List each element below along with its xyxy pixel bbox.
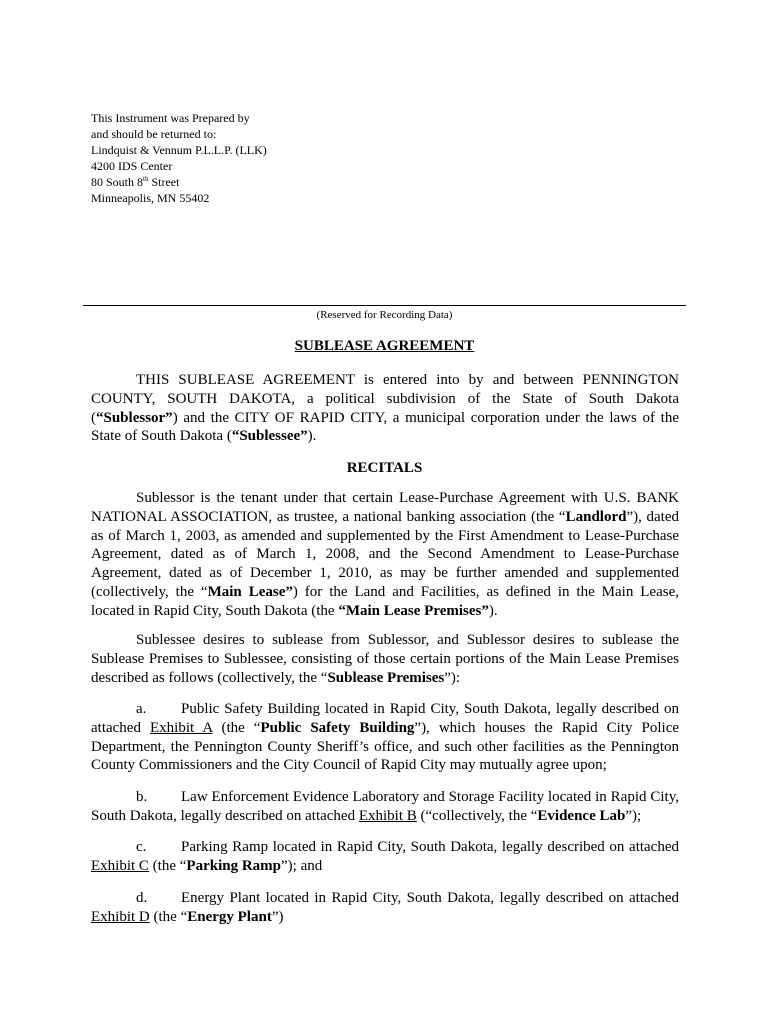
text-run: ”), dated as of March 1, 2003, as amended and supplemented by the First Amendment to Lease-Purchase Agreement, dated as of March 1, 2008, and the Second Amendment to Lease-Purchase Agreement, dated as of December 1, 2010, as may be further amended and supplemented (collectively, the “: [91, 508, 679, 600]
recital-paragraph: [91, 631, 679, 687]
exhibit-reference: Exhibit D: [91, 908, 150, 925]
text-run: ) for the Land and Facilities, as defined in the Main Lease, located in Rapid City, South Dakota (the: [91, 583, 679, 619]
preparer-street: [91, 174, 267, 190]
text-run: Public Safety Building located in Rapid City, South Dakota, legally described on attached: [91, 701, 679, 736]
exhibit-reference: Exhibit C: [91, 857, 149, 874]
text-run: Energy Plant located in Rapid City, South Dakota, legally described on attached: [181, 890, 679, 906]
defined-term: Evidence Lab: [537, 807, 626, 824]
text-run: Sublessee desires to sublease from Sublessor, and Sublessor desires to sublease the Sublease Premises to Sublessee, consisting of those certain portions of the Main Lease Premises described as follows (collectively, the “: [91, 632, 679, 686]
recording-divider: [83, 305, 686, 306]
defined-term: Main Lease”: [207, 583, 293, 600]
defined-term: Sublease Premises: [327, 669, 445, 686]
text-run: ”), which houses the Rapid City Police Department, the Pennington County Sheriff’s office, and such other facilities as the Pennington County Commissioners and the City Council of Rapid City may mutually agree upon;: [91, 719, 680, 774]
street-ordinal: th: [143, 175, 149, 183]
document-title: SUBLEASE AGREEMENT: [294, 338, 475, 354]
text-run: ).: [488, 602, 498, 619]
preparer-block: [91, 110, 267, 206]
text-run: Sublessor is the tenant under that certain Lease-Purchase Agreement with U.S. BANK NATIONAL ASSOCIATION, as trustee, a national banking association (the “: [91, 490, 679, 525]
text-run: ) and the CITY OF RAPID CITY, a municipal corporation under the laws of the State of South Dakota (: [91, 409, 679, 445]
defined-term: “Sublessee”: [231, 428, 308, 445]
defined-term: “Sublessor”: [96, 409, 173, 426]
list-item-a: [91, 700, 679, 775]
text-run: (the “: [212, 719, 261, 736]
recital-paragraph: [91, 489, 679, 621]
text-run: ”); and: [281, 857, 323, 874]
text-run: ”):: [444, 669, 461, 686]
defined-term: Energy Plant: [187, 908, 272, 925]
text-run: (“collectively, the “: [416, 807, 538, 824]
defined-term: Parking Ramp: [186, 857, 281, 874]
defined-term: Landlord: [565, 508, 627, 525]
list-marker: d.: [136, 890, 148, 906]
defined-term: “Main Lease Premises”: [338, 602, 489, 619]
text-run: Parking Ramp located in Rapid City, South Dakota, legally described on attached: [181, 839, 679, 855]
text-run: ).: [307, 428, 317, 445]
text-run: ”);: [625, 807, 642, 824]
text-run: THIS SUBLEASE AGREEMENT is entered into by and between PENNINGTON COUNTY, SOUTH DAKOTA, a political subdivision of the State of South Dakota (: [91, 372, 679, 426]
list-marker: a.: [136, 701, 147, 717]
list-item-b: [91, 788, 679, 826]
preparer-line: This Instrument was Prepared by: [91, 111, 250, 125]
preparer-line: and should be returned to:: [91, 127, 217, 141]
intro-paragraph: [91, 371, 679, 446]
defined-term: Public Safety Building: [260, 719, 415, 736]
reserved-recording-label: (Reserved for Recording Data): [316, 309, 453, 321]
list-marker: c.: [136, 839, 147, 855]
text-run: (the “: [149, 908, 188, 925]
text-run: Law Enforcement Evidence Laboratory and Storage Facility located in Rapid City, South Dakota, legally described on attached: [91, 789, 679, 824]
text-run: ”): [271, 908, 284, 925]
text-run: (the “: [148, 857, 187, 874]
list-item-d: [91, 889, 679, 927]
street-number: 80 South 8: [91, 175, 144, 189]
list-item-c: [91, 838, 679, 876]
recitals-heading: RECITALS: [346, 460, 423, 476]
list-marker: b.: [136, 789, 148, 805]
street-name: Street: [148, 175, 180, 189]
exhibit-reference: Exhibit B: [358, 807, 417, 824]
preparer-firm: Lindquist & Vennum P.L.L.P. (LLK): [91, 143, 267, 157]
exhibit-reference: Exhibit A: [150, 719, 213, 736]
preparer-city: Minneapolis, MN 55402: [91, 191, 210, 205]
preparer-address-line: 4200 IDS Center: [91, 159, 173, 173]
